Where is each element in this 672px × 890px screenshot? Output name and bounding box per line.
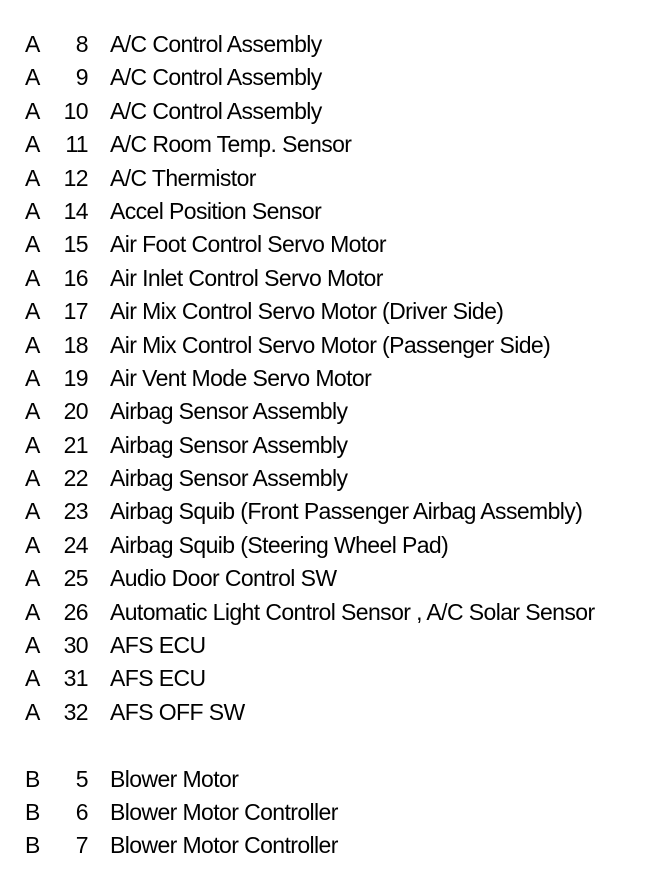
component-name: A/C Control Assembly bbox=[110, 64, 322, 91]
list-item bbox=[0, 228, 672, 261]
connector-number: 12 bbox=[63, 164, 88, 191]
list-item bbox=[0, 796, 672, 829]
component-name: AFS ECU bbox=[110, 632, 206, 659]
component-name: A/C Control Assembly bbox=[110, 31, 322, 57]
component-name: A/C Thermistor bbox=[110, 164, 256, 191]
connector-number: 23 bbox=[63, 498, 88, 525]
list-item bbox=[0, 462, 672, 495]
list-item bbox=[0, 395, 672, 428]
connector-letter: B bbox=[25, 832, 40, 859]
connector-letter: A bbox=[25, 331, 40, 358]
component-name: Air Vent Mode Servo Motor bbox=[110, 364, 372, 391]
connector-letter: A bbox=[25, 698, 40, 725]
connector-number: 22 bbox=[63, 465, 88, 492]
component-index-list bbox=[0, 28, 672, 863]
connector-number: 24 bbox=[63, 531, 88, 558]
list-item bbox=[0, 529, 672, 562]
list-item bbox=[0, 763, 672, 796]
connector-number: 20 bbox=[63, 398, 88, 425]
component-name: AFS OFF SW bbox=[110, 698, 245, 725]
list-item bbox=[0, 95, 672, 128]
connector-letter: A bbox=[25, 665, 40, 692]
component-name: Blower Motor Controller bbox=[110, 832, 338, 859]
list-item bbox=[0, 596, 672, 629]
connector-number: 11 bbox=[65, 131, 88, 158]
connector-number: 6 bbox=[75, 798, 88, 825]
connector-number: 25 bbox=[63, 565, 88, 592]
list-item bbox=[0, 562, 672, 595]
list-item bbox=[0, 362, 672, 395]
connector-letter: A bbox=[25, 298, 40, 325]
connector-number: 14 bbox=[63, 197, 88, 224]
list-item bbox=[0, 829, 672, 862]
component-name: Airbag Sensor Assembly bbox=[110, 431, 348, 458]
component-name: Air Foot Control Servo Motor bbox=[110, 231, 386, 258]
component-name: Blower Motor Controller bbox=[110, 798, 338, 825]
connector-letter: A bbox=[25, 398, 40, 425]
connector-number: 31 bbox=[63, 665, 88, 692]
list-item bbox=[0, 28, 672, 61]
group-spacer bbox=[0, 729, 672, 762]
component-name: Airbag Squib (Front Passenger Airbag Assembly) bbox=[110, 498, 583, 525]
connector-letter: A bbox=[25, 632, 40, 659]
component-name: Audio Door Control SW bbox=[110, 565, 337, 592]
connector-number: 7 bbox=[75, 832, 88, 859]
list-item bbox=[0, 329, 672, 362]
group-b bbox=[0, 763, 672, 863]
component-name: Airbag Squib (Steering Wheel Pad) bbox=[110, 531, 449, 558]
connector-letter: A bbox=[25, 264, 40, 291]
connector-letter: A bbox=[25, 598, 40, 625]
connector-letter: A bbox=[25, 197, 40, 224]
connector-number: 21 bbox=[63, 431, 88, 458]
connector-letter: B bbox=[25, 765, 40, 792]
connector-number: 30 bbox=[63, 632, 88, 659]
connector-number: 16 bbox=[63, 264, 88, 291]
connector-number: 8 bbox=[75, 31, 88, 57]
connector-letter: A bbox=[25, 64, 40, 91]
list-item bbox=[0, 262, 672, 295]
connector-letter: A bbox=[25, 431, 40, 458]
component-name: Automatic Light Control Sensor , A/C Solar Sensor bbox=[110, 598, 595, 625]
component-name: Airbag Sensor Assembly bbox=[110, 465, 348, 492]
component-name: A/C Room Temp. Sensor bbox=[110, 131, 352, 158]
component-name: AFS ECU bbox=[110, 665, 206, 692]
connector-number: 9 bbox=[75, 64, 88, 91]
list-item bbox=[0, 662, 672, 695]
component-name: Accel Position Sensor bbox=[110, 197, 322, 224]
component-name: A/C Control Assembly bbox=[110, 97, 322, 124]
component-name: Air Mix Control Servo Motor (Passenger Side) bbox=[110, 331, 551, 358]
component-name: Blower Motor bbox=[110, 765, 239, 792]
connector-letter: A bbox=[25, 231, 40, 258]
connector-letter: A bbox=[25, 31, 40, 57]
list-item bbox=[0, 629, 672, 662]
list-item bbox=[0, 295, 672, 328]
connector-number: 18 bbox=[63, 331, 88, 358]
connector-letter: A bbox=[25, 97, 40, 124]
connector-number: 15 bbox=[63, 231, 88, 258]
list-item bbox=[0, 195, 672, 228]
connector-number: 19 bbox=[63, 364, 88, 391]
list-item bbox=[0, 429, 672, 462]
connector-letter: A bbox=[25, 465, 40, 492]
component-name: Air Mix Control Servo Motor (Driver Side) bbox=[110, 298, 504, 325]
connector-letter: A bbox=[25, 164, 40, 191]
connector-letter: A bbox=[25, 531, 40, 558]
connector-number: 26 bbox=[63, 598, 88, 625]
connector-number: 10 bbox=[63, 97, 88, 124]
connector-number: 5 bbox=[75, 765, 88, 792]
component-name: Air Inlet Control Servo Motor bbox=[110, 264, 383, 291]
list-item bbox=[0, 495, 672, 528]
connector-letter: B bbox=[25, 798, 40, 825]
connector-letter: A bbox=[25, 498, 40, 525]
list-item bbox=[0, 696, 672, 729]
connector-number: 17 bbox=[63, 298, 88, 325]
list-item bbox=[0, 162, 672, 195]
connector-letter: A bbox=[25, 565, 40, 592]
list-item bbox=[0, 128, 672, 161]
connector-number: 32 bbox=[63, 698, 88, 725]
connector-letter: A bbox=[25, 364, 40, 391]
component-name: Airbag Sensor Assembly bbox=[110, 398, 348, 425]
list-item bbox=[0, 61, 672, 94]
connector-letter: A bbox=[25, 131, 40, 158]
group-a bbox=[0, 28, 672, 729]
